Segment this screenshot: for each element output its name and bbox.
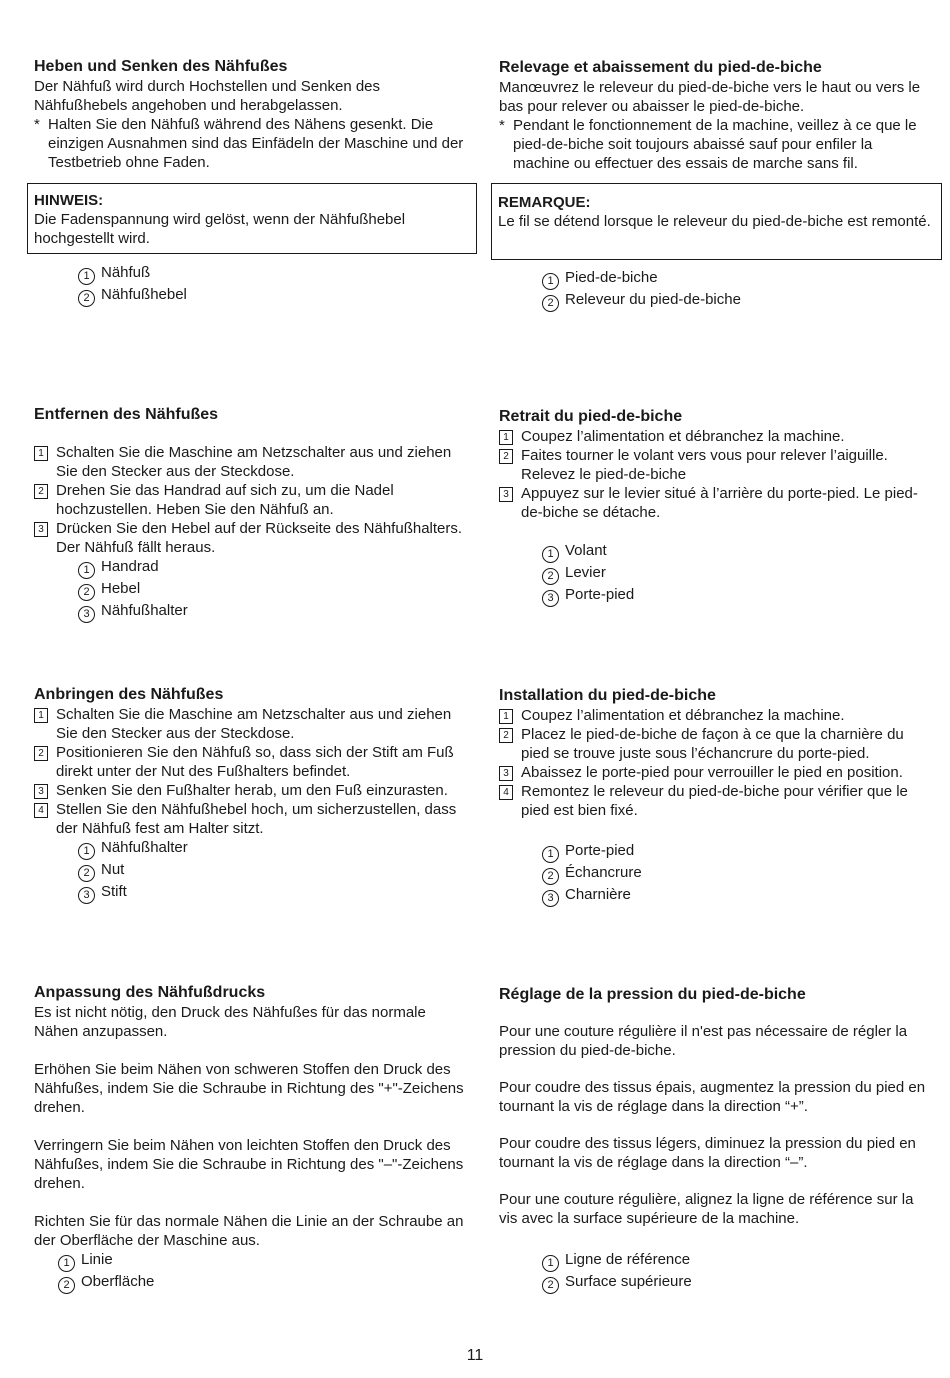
legend-s1-de [78,263,187,307]
paragraph: Erhöhen Sie beim Nähen von schweren Stoffen den Druck des Nähfußes, indem Sie die Schraube in Richtung des "+"-Zeichens drehen. [34,1061,464,1116]
remark-text: Le fil se détend lorsque le releveur du pied-de-biche est remonté. [498,213,931,230]
hint-box-de [27,183,477,254]
step-item [34,519,476,557]
legend-label: Nut [101,861,125,878]
step-item [499,725,931,763]
paragraph: Pour coudre des tissus légers, diminuez la pression du pied en tournant la vis de réglage dans la direction “–”. [499,1135,916,1171]
circled-number: 2 [542,295,559,312]
remark-box-fr [491,183,942,260]
step-number: 2 [34,746,48,761]
circled-number: 2 [542,1277,559,1294]
legend-item [58,1272,464,1294]
step-number: 4 [499,785,513,800]
legend-item [78,557,476,579]
legend-label: Surface supérieure [565,1273,692,1290]
legend-item [78,860,476,882]
legend-label: Pied-de-biche [565,269,658,286]
step-number: 2 [499,728,513,743]
circled-number: 1 [78,843,95,860]
legend-label: Nähfußhalter [101,839,188,856]
legend-s2-fr [542,541,634,607]
circled-number: 2 [542,568,559,585]
step-text: Remontez le releveur du pied-de-biche pour vérifier que le pied est bien fixé. [521,783,908,819]
step-item [34,481,476,519]
step-text: Coupez l’alimentation et débranchez la machine. [521,707,845,724]
step-text: Schalten Sie die Maschine am Netzschalter aus und ziehen Sie den Stecker aus der Steckdose. [56,706,452,742]
legend-label: Nähfußhebel [101,286,187,303]
paragraph: Richten Sie für das normale Nähen die Linie an der Schraube an der Oberfläche der Maschine aus. [34,1213,464,1249]
step-number: 3 [499,766,513,781]
legend-label: Ligne de référence [565,1251,691,1268]
section-title: Relevage et abaissement du pied-de-biche [499,59,822,76]
step-item [34,743,476,781]
legend-s4-fr [542,1250,692,1294]
legend-item [542,541,634,563]
step-item [499,706,931,725]
legend-s2-de [34,557,476,623]
legend-label: Hebel [101,580,141,597]
step-item [34,800,476,838]
asterisk: * [499,117,505,134]
step-number: 3 [34,522,48,537]
step-number: 1 [499,430,513,445]
step-number: 1 [34,446,48,461]
circled-number: 2 [78,865,95,882]
step-text: Coupez l’alimentation et débranchez la machine. [521,428,845,445]
remark-title: REMARQUE: [498,194,591,211]
step-number: 4 [34,803,48,818]
legend-label: Charnière [565,886,631,903]
step-item [499,484,931,522]
hint-text: Die Fadenspannung wird gelöst, wenn der Nähfußhebel hochgestellt wird. [34,211,406,247]
step-item [34,443,476,481]
paragraph: Verringern Sie beim Nähen von leichten Stoffen den Druck des Nähfußes, indem Sie die Schraube in Richtung des "–"-Zeichens drehen. [34,1137,464,1192]
circled-number: 3 [542,890,559,907]
circled-number: 1 [542,273,559,290]
legend-s3-de [34,838,476,904]
paragraph: Pour coudre des tissus épais, augmentez la pression du pied en tournant la vis de réglage dans la direction “+”. [499,1079,926,1115]
step-item [499,763,931,782]
circled-number: 1 [58,1255,75,1272]
step-item [499,446,931,484]
legend-item [542,585,634,607]
step-text: Positionieren Sie den Nähfuß so, dass sich der Stift am Fuß direkt unter der Nut des Fußhalters befindet. [56,744,454,780]
legend-item [542,885,642,907]
legend-item [78,838,476,860]
note-bullet [34,115,476,172]
section-foot-pressure-de [34,983,464,1294]
section-presser-foot-lift-fr [499,58,931,173]
step-item [499,782,931,820]
legend-item [78,579,476,601]
legend-s1-fr [542,268,741,312]
legend-item [78,601,476,623]
circled-number: 3 [542,590,559,607]
step-number: 3 [499,487,513,502]
step-text: Abaissez le porte-pied pour verrouiller le pied en position. [521,764,903,781]
legend-item [542,1250,692,1272]
step-item [34,781,476,800]
step-number: 1 [34,708,48,723]
legend-item [542,268,741,290]
circled-number: 3 [78,887,95,904]
circled-number: 2 [58,1277,75,1294]
legend-item [542,841,642,863]
section-presser-foot-lift-de [34,57,476,172]
legend-item [78,285,187,307]
step-text: Drücken Sie den Hebel auf der Rückseite des Nähfußhalters. Der Nähfuß fällt heraus. [56,520,463,556]
legend-item [542,863,642,885]
section-title: Réglage de la pression du pied-de-biche [499,986,806,1003]
hint-title: HINWEIS: [34,192,104,209]
step-text: Faites tourner le volant vers vous pour relever l’aiguille. Relevez le pied-de-biche [521,447,888,483]
step-number: 2 [34,484,48,499]
paragraph: Der Nähfuß wird durch Hochstellen und Senken des Nähfußhebels angehoben und herabgelassen. [34,78,381,114]
circled-number: 2 [78,290,95,307]
note-text: Halten Sie den Nähfuß während des Nähens gesenkt. Die einzigen Ausnahmen sind das Einfädeln der Maschine und der Testbetrieb ohne Faden. [48,116,464,171]
step-item [34,705,476,743]
circled-number: 3 [78,606,95,623]
section-title: Installation du pied-de-biche [499,687,716,704]
circled-number: 1 [542,846,559,863]
circled-number: 1 [542,546,559,563]
legend-item [78,882,476,904]
circled-number: 2 [542,868,559,885]
step-text: Placez le pied-de-biche de façon à ce que la charnière du pied se trouve juste sous l’échancrure du porte-pied. [521,726,904,762]
paragraph: Manœuvrez le releveur du pied-de-biche vers le haut ou vers le bas pour relever ou abaisser le pied-de-biche. [499,79,921,115]
paragraph: Pour une couture régulière il n'est pas nécessaire de régler la pression du pied-de-biche. [499,1023,908,1059]
section-title: Entfernen des Nähfußes [34,406,219,423]
paragraph: Pour une couture régulière, alignez la ligne de référence sur la vis avec la surface supérieure de la machine. [499,1191,914,1227]
circled-number: 1 [542,1255,559,1272]
section-title: Anpassung des Nähfußdrucks [34,984,266,1001]
circled-number: 1 [78,562,95,579]
legend-s3-fr [542,841,642,907]
section-remove-foot-fr [499,407,931,522]
step-number: 2 [499,449,513,464]
section-attach-foot-de [34,685,476,904]
step-text: Appuyez sur le levier situé à l’arrière du porte-pied. Le pied-de-biche se détache. [521,485,918,521]
step-text: Schalten Sie die Maschine am Netzschalter aus und ziehen Sie den Stecker aus der Steckdose. [56,444,452,480]
legend-label: Levier [565,564,606,581]
legend-label: Linie [81,1251,113,1268]
step-text: Senken Sie den Fußhalter herab, um den Fuß einzurasten. [56,782,448,799]
legend-label: Handrad [101,558,159,575]
section-title: Retrait du pied-de-biche [499,408,683,425]
step-text: Drehen Sie das Handrad auf sich zu, um die Nadel hochzustellen. Heben Sie den Nähfuß an. [56,482,394,518]
step-number: 1 [499,709,513,724]
legend-label: Nähfuß [101,264,151,281]
legend-item [542,1272,692,1294]
legend-item [58,1250,464,1272]
paragraph: Es ist nicht nötig, den Druck des Nähfußes für das normale Nähen anzupassen. [34,1004,426,1040]
legend-label: Nähfußhalter [101,602,188,619]
section-title: Heben und Senken des Nähfußes [34,58,288,75]
asterisk: * [34,116,40,133]
section-remove-foot-de [34,405,476,623]
note-text: Pendant le fonctionnement de la machine, veillez à ce que le pied-de-biche soit toujours abaissé sauf pour enfiler la machine ou effectuer des essais de marche sans fil. [513,117,917,172]
legend-label: Releveur du pied-de-biche [565,291,741,308]
legend-label: Stift [101,883,127,900]
legend-label: Porte-pied [565,842,635,859]
legend-label: Volant [565,542,607,559]
section-attach-foot-fr [499,686,931,820]
circled-number: 1 [78,268,95,285]
section-foot-pressure-fr [499,985,931,1228]
legend-item [542,563,634,585]
step-text: Stellen Sie den Nähfußhebel hoch, um sicherzustellen, dass der Nähfuß fest am Halter sitzt. [56,801,457,837]
legend-label: Porte-pied [565,586,635,603]
step-number: 3 [34,784,48,799]
note-bullet [499,116,931,173]
step-item [499,427,931,446]
circled-number: 2 [78,584,95,601]
legend-item [542,290,741,312]
legend-label: Échancrure [565,864,642,881]
legend-label: Oberfläche [81,1273,155,1290]
page-number: 11 [466,1347,484,1364]
legend-s4-de [34,1250,464,1294]
section-title: Anbringen des Nähfußes [34,686,224,703]
legend-item [78,263,187,285]
